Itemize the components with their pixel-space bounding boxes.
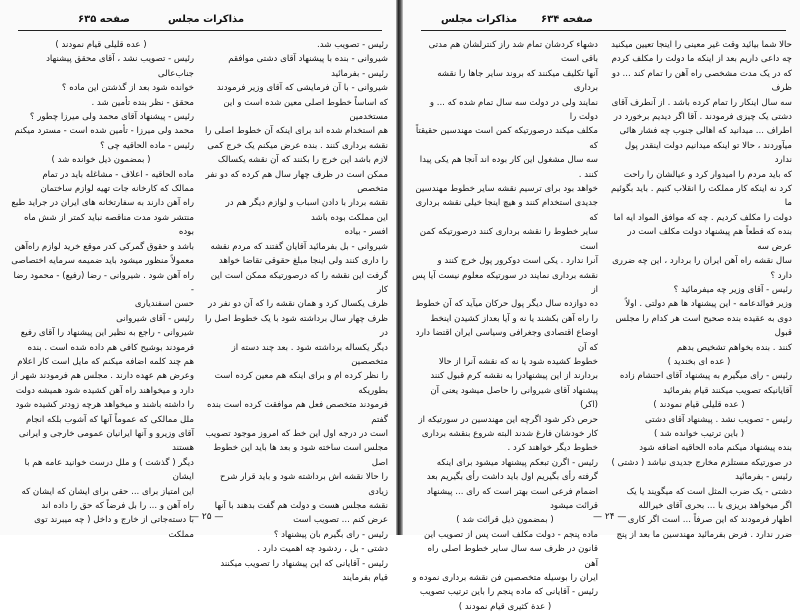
text-line: گرفت این نقشه را که درصورتیکه ممکن است این کار	[210, 270, 388, 295]
text-line: ظرف یکسال کرد و همان نقشه را که آن دو نفر در	[208, 299, 388, 310]
text-column-right	[202, 38, 388, 585]
page-header	[18, 10, 382, 31]
text-line: آقای وزیرو و آنها ایرانیان عمومی خارجی و ایرانی هستند	[18, 428, 194, 454]
text-line: را داشته باشند و میخواهد هرچه زودتر کشیده شود	[15, 400, 194, 411]
text-line: فرمودند متخصص فعل هم موافقت کرده است بنده گفتم	[207, 400, 388, 425]
text-line: این مملکت بوده باشد	[311, 212, 388, 223]
text-line: سه سال اینکار را تمام کرده باشد . از آنطرف آقای	[611, 97, 792, 108]
text-line: مجلس است ساخته شود و بعد ها باید این خطوط اصل	[213, 443, 388, 468]
text-line: شیروانی - راجع به نظیر این پیشنهاد را آقای رفیع	[20, 328, 194, 339]
text-line: با دسته‌جاتی از خارج و داخل ( چه میبرند توی مملکت	[34, 515, 194, 540]
running-title: مذاکرات مجلس	[441, 14, 518, 25]
text-line: حالا شما بیائید وقت غیر معینی را اینجا تعیین میکنید	[611, 40, 792, 50]
text-line: کار خودشان فارغ شدند البته شروع بنقشه برداری	[421, 428, 598, 439]
text-line: دولت را مکلف کردیم . چه که موافق المواد ایه اما	[613, 212, 792, 223]
text-line: کرد نه اینکه کار مملکت را انقلاب کنیم . باید بگوئیم ما	[611, 184, 792, 209]
text-line: بنده که قطعاً هم پیشنهاد دولت مکلف است در عرض سه	[627, 227, 792, 252]
page-number-label: صفحه ۶۳۵	[78, 14, 130, 25]
text-line: رئیس - ماده الحاقیه چی ؟	[100, 140, 194, 151]
text-line: را حالا نقشه اش برداشته شود و باید قرار شرح زیادی	[219, 472, 388, 497]
text-line: نمایند ولی در دولت سه سال تمام شده که ... و دولت را	[429, 97, 598, 123]
text-line: ایران را بوسیله متخصصین فن نقشه برداری نموده و	[412, 573, 598, 584]
text-line: دشتی - یک ضرب المثل است که میگویند یا یک	[626, 486, 792, 497]
text-line: حسن اسفندیاری	[134, 299, 194, 310]
text-line: رئیس - بفرمائید	[735, 472, 792, 483]
text-line: رئیس - آقای شیروانی	[116, 313, 194, 324]
text-line: ( عده ای بخندید )	[667, 356, 731, 367]
text-line: ( بمضمون ذیل خوانده شد )	[51, 155, 151, 166]
left-page	[0, 0, 396, 584]
text-line: راه آهن دارند به سفارتخانه های ایران در جراید طبع	[11, 198, 194, 209]
text-line: که اساساً خطوط اصلی معین شده است و این مستخدمین	[223, 97, 388, 123]
text-line: سال نقشه راه آهن ایران را بردارد ، این چه ضرری دارد ؟	[612, 256, 792, 281]
text-line: را نظر کرده ام و برای اینکه هم معین کرده است بطوریکه	[214, 371, 388, 396]
text-line: جدیدی استخدام کنند و هیچ اینجا خیلی نقشه برداری که	[415, 198, 598, 223]
text-line: رئیس - بفرمائید	[331, 68, 388, 79]
text-line: رئیس - تصویب شد.	[317, 40, 388, 50]
text-line: خواهد بود برای ترسیم نقشه سایر خطوط مهندسین	[415, 184, 598, 195]
text-line: قرائت میشود	[550, 501, 598, 511]
text-line: نقشه بردار با دادن اسباب و لوازم دیگر هم در	[225, 198, 388, 209]
text-line: ( بمضمون ذیل قرائت شد )	[456, 515, 554, 526]
text-line: رئیس - پیشنهاد آقای محمد ولی میرزا چطور ؟	[29, 112, 194, 123]
text-line: دشهاء کردشان تمام شد راز کنترلشان هم مدتی باقی است	[428, 40, 598, 65]
text-line: این امتیاز برای ... حقی برای ایشان که ایشان که	[21, 486, 194, 497]
text-line: کنند . بنده بخواهم تشخیص بدهم	[676, 342, 792, 353]
text-line: دارد و میخواهند راه آهن کشیده شود همیشه دولت	[15, 385, 194, 396]
text-line: رئیس - تصویب نشد . پیشنهاد آقای دشتی	[644, 414, 792, 425]
text-line: رئیس - رای بگیرم بان پیشنهاد ؟	[273, 529, 388, 540]
text-line: رئیس - آقایانی که ماده پنجم را باین ترتیب تصویب	[419, 587, 598, 598]
text-line: اظهار فرمودند که این صرفاً ... است اگر کاری	[627, 515, 792, 526]
text-line: است در درجه اول این خط که امروز موجود تصویب	[205, 428, 388, 439]
text-line: که در یک مدت مشخصی راه آهن را تمام کند ... دو ظرف	[611, 68, 792, 94]
text-line: ( عدة کثیری قیام نمودند )	[458, 601, 552, 612]
text-column-right	[606, 38, 792, 542]
text-line: منتشر شود مدت مناقصه نباید کمتر از شش ماه بوده	[23, 212, 194, 238]
text-column-left	[412, 38, 598, 614]
text-line: اوضاع اقتصادی وجغرافی وسیاسی ایران اقتضا دارد که آن	[415, 328, 598, 353]
text-line: ماده الحاقیه - اعلاف - مشاغله باید در تمام	[42, 169, 194, 180]
text-line: نقشه مجلس هست و دولت هم گفت بدهند با آنها	[214, 501, 388, 511]
text-line: عرض کنم ... تصویب است	[293, 515, 388, 526]
text-line: ( باین ترتیب خوانده شد )	[653, 428, 745, 439]
text-line: خوانده شود بعد از گذشتن این ماده ؟	[61, 83, 194, 94]
book-gutter	[396, 0, 403, 535]
text-line: اطراف ... میدانید که اهالی جنوب چه فشار هائی	[619, 126, 792, 137]
text-line: ده دوازده سال دیگر پول حرکان میآید که آن خطوط	[415, 299, 598, 310]
text-line: نقشه برداری نمایند در سورتیکه معلوم نیست آیا پس از	[412, 270, 598, 295]
page-header	[421, 10, 786, 31]
text-line: ماده پنجم - دولت مکلف است پس از تصویب این	[424, 529, 598, 540]
text-line: راه آهن و ... را بل فرضاً که حق را داده اند	[41, 501, 194, 511]
page-footer-number: — ۲۴ —	[593, 512, 627, 522]
text-line: را داری کنند ولی اینجا مبلغ حقوقی تقاضا خواهد	[218, 256, 388, 267]
text-line: باشد و حقوق گمرکی کدر موقع خرید لوازم راه‌آهن	[14, 241, 194, 252]
text-line: ( عده قلیلی قیام نمودند )	[55, 40, 147, 50]
text-line: محمد ولی میرزا - تأمین شده است - مسترد میکنم	[14, 126, 194, 137]
text-line: معمولاً منظور میشود باید ضمیمه سرمایه اختصاصی	[11, 256, 194, 267]
text-line: رئیس - اگرن تبعکم پیشنهاد میشود برای اینکه	[436, 457, 598, 468]
text-line: ظرف چهار سال برداشته شود با یک خطوط اصل را در	[205, 313, 388, 339]
text-line: قانون در ظرف سه سال سایر خطوط اصلی راه آهن	[427, 544, 598, 569]
text-line: سایر خطوط را نقشه برداری کنند درصورتیکه کمن است	[419, 227, 598, 252]
page-number-label: صفحه ۶۳۴	[541, 14, 593, 25]
text-line: را راه آهن بکشند یا نه و آیا بعداز کشیدن اینخط	[430, 313, 598, 324]
text-line: بنده پیشنهاد میکنم ماده الحاقیه اضافه شود	[639, 443, 792, 454]
text-line: دشتی - بل ، ردشود چه اهمیت دارد .	[257, 544, 388, 555]
page-footer-number: — ۲۵ —	[190, 512, 224, 522]
text-line: دوی به عقیده بنده صحیح است هر کدام را مجلس قبول	[615, 313, 792, 339]
text-line: دشتی یک چیزی فرمودند . آقا اگر دیدیم برخورد در	[613, 112, 792, 123]
text-line: رئیس - رای میگیرم به پیشنهاد آقای احتشام زاده	[619, 371, 792, 382]
text-line: مکلف میکند درصورتیکه کمن است مهندسین حقیقتاً که	[415, 126, 598, 151]
text-line: دیگر یکساله برداشته شود . بعد چند دسته از متخصصین	[231, 342, 388, 367]
text-line: آنرا ندارد . یکی است دوکرور پول خرج کنند و	[437, 256, 598, 267]
text-line: میآوردند ، حالا تو اینکه میدانیم دولت اینقدر پول ندارد	[624, 140, 792, 166]
text-line: شیروانی - بل بفرمائید آقایان گفتند که مردم نقشه	[210, 241, 388, 252]
text-line: وزیر فوائدعامه - این پیشنهاد ها هم دولتی . اولاً	[625, 299, 792, 310]
running-title: مذاکرات مجلس	[168, 14, 245, 25]
text-line: دیگر ( گذشت ) و ملل درست خوانید عامه هم با ایشان	[24, 457, 194, 483]
text-line: که باید مردم را امیدوار کرد و عیالشان را راحت	[623, 169, 792, 180]
text-line: رئیس - تصویب نشد ، آقای محقق پیشنهاد جناب‌عالی	[46, 54, 194, 79]
text-line: قیام بفرمایند	[342, 573, 388, 584]
text-line: شیروانی - بنده با پیشنهاد آقای دشتی موافقم	[228, 54, 388, 65]
text-line: خطوط کشیده شود یا نه که نقشه آنرا از حالا	[438, 356, 598, 367]
text-line: گرفته رأی بگیریم اول باید داشت رأی بگیریم بعد	[426, 472, 598, 483]
text-line: اضمام فرعی است بهتر است که رای ... پیشنهاد	[426, 486, 598, 497]
text-line: هم چند کلمه اضافه میکنم که مایل است کار اعلام	[17, 356, 194, 367]
text-line: ممالک که کارخانه جات تهیه لوازم ساختمان	[40, 184, 194, 195]
text-line: حرص ذکر شود اگرچه این مهندسین در سورتیکه از	[418, 414, 598, 425]
text-line: چه داعی داریم بعد از اینکه ما دولت را مکلف کردم	[611, 54, 792, 65]
text-line: اگر میخواهد بریزی با ... بحری آقای خیرالله	[638, 501, 792, 511]
text-line: راه آهن شود . شیروانی - رضا (رفیع) - محمود رضا -	[13, 270, 194, 295]
text-line: شیروانی - با آن فرمایشی که آقای وزیر فرمودند	[216, 83, 388, 94]
text-line: آقایانیکه تصویب میکنند قیام بفرمائید	[663, 385, 792, 396]
text-line: محقق - نظر بنده تأمین شد .	[91, 97, 194, 108]
text-line: رئیس - آقای وزیر چه میفرمائید ؟	[673, 284, 792, 295]
text-line: ملل ممالکی که عموماً آنها که آشوب بلکه انجام	[25, 414, 194, 425]
text-line: ( عده قلیلی قیام نمودند )	[653, 400, 745, 411]
text-line: در صورتیکه مستلزم مخارج جدیدی نباشد ( دشتی )	[611, 457, 792, 468]
text-line: بردارند از این پیشنهادرا به نقشه کرم قبول کنند	[430, 371, 598, 382]
text-line: افسر - بیاده	[344, 227, 388, 238]
text-column-left	[8, 38, 194, 542]
text-line: لازم باشد این خرج را بکنند که آن نقشه یکسالک	[217, 155, 388, 166]
text-line: ممکن است در ظرف چهار سال هم کرده که دو نفر متخصص	[205, 169, 388, 195]
text-line: ضرر ندارد . فرض بفرمائید مهندسین ما بعد از پنج	[616, 529, 792, 540]
text-line: خطوط دیگر خواهند کرد .	[507, 443, 598, 454]
text-line: رئیس - آقایانی که این پیشنهاد را تصویب میکنند	[220, 558, 388, 569]
text-line: سه سال مشغول این کار بوده اند آنجا هم یکی پیدا کنند .	[419, 155, 598, 180]
text-line: نقشه برداری کنند . بنده عرض میکنم یک خرج کمی	[207, 140, 388, 151]
text-line: وعرض هم عهده دارند . مجلس هم فرمودند شهر از	[11, 371, 194, 382]
text-line: هم استخدام شده اند برای اینکه آن خطوط اصلی را	[205, 126, 388, 137]
text-line: پیشنهاد آقای شیروانی را حاصل میشود یعنی آن (اکر)	[430, 385, 598, 411]
text-line: آنها تکلیف میکنند که بروند سایر جاها را نقشه برداری	[437, 68, 598, 94]
text-line: فرمودند بوشیح کافی هم داده شده است . بنده	[27, 342, 194, 353]
right-page	[403, 0, 800, 612]
